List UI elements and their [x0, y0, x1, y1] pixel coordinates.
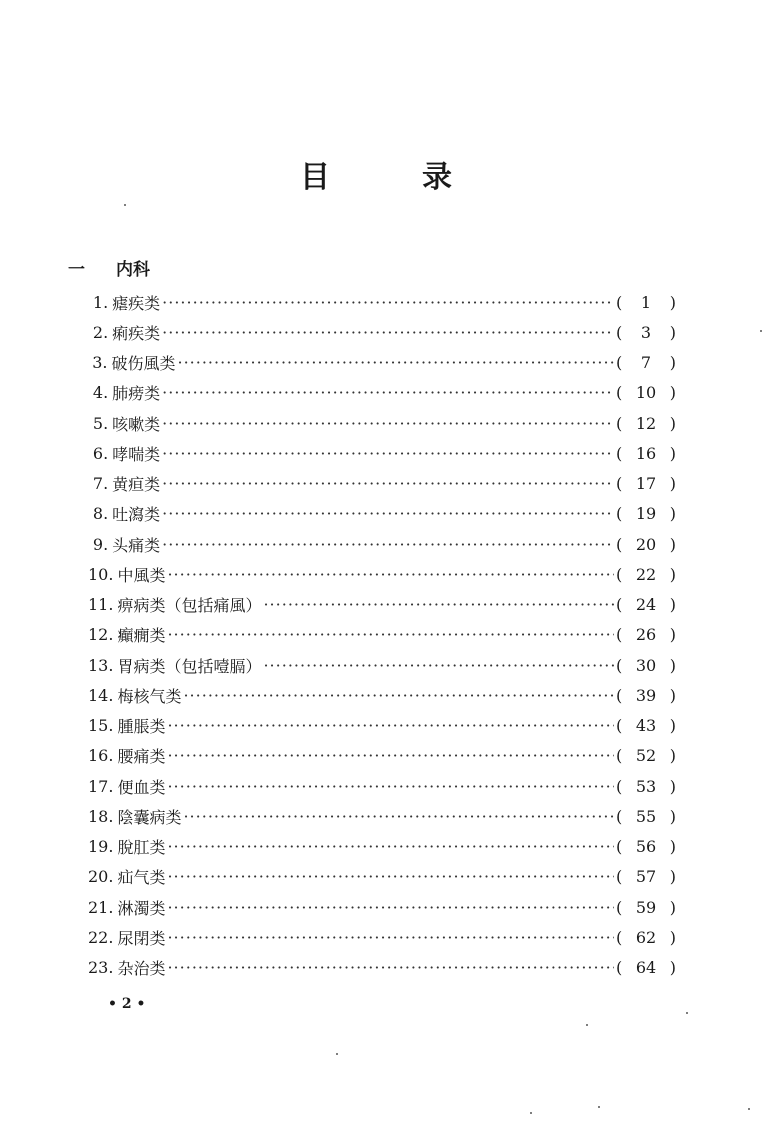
toc-entry — [88, 801, 676, 831]
entry-label: 痹病类（包括痛風） — [117, 596, 262, 616]
paren-close: ) — [669, 504, 676, 524]
paren-close: ) — [669, 897, 676, 917]
entry-page — [616, 837, 676, 856]
scan-speck — [686, 1012, 688, 1014]
paren-open: ( — [616, 595, 623, 615]
scan-speck — [586, 1024, 588, 1026]
entry-label: 淋濁类 — [117, 898, 166, 918]
paren-close: ) — [669, 564, 676, 584]
entry-page-number: 39 — [635, 685, 657, 705]
toc-entry — [88, 892, 676, 922]
paren-close: ) — [669, 443, 676, 463]
paren-close: ) — [669, 595, 676, 615]
paren-open: ( — [616, 383, 623, 403]
entry-page — [616, 323, 676, 342]
entry-label: 腰痛类 — [117, 747, 166, 767]
entry-label: 瘧疾类 — [112, 293, 161, 313]
entry-number: 14. — [88, 685, 114, 705]
paren-open: ( — [616, 443, 623, 463]
entry-label: 黄疸类 — [112, 475, 161, 495]
paren-open: ( — [616, 806, 623, 826]
page-number: • 2 • — [108, 996, 146, 1012]
dot-leader — [167, 777, 614, 796]
paren-close: ) — [669, 867, 676, 887]
paren-open: ( — [616, 746, 623, 766]
toc-entry — [88, 499, 676, 529]
toc-entry — [88, 348, 676, 378]
entry-number: 1. — [92, 292, 109, 312]
dot-leader — [167, 958, 614, 977]
toc-entry — [88, 590, 676, 620]
entry-page — [616, 716, 676, 735]
entry-page-number: 53 — [635, 776, 657, 796]
paren-close: ) — [669, 625, 676, 645]
entry-page-number: 17 — [635, 474, 657, 494]
entry-page — [616, 807, 676, 826]
dot-leader — [183, 686, 614, 705]
entry-page — [616, 777, 676, 796]
entry-number: 8. — [92, 504, 109, 524]
entry-page-number: 64 — [635, 958, 657, 978]
paren-close: ) — [669, 413, 676, 433]
toc-entry — [88, 953, 676, 983]
entry-page-number: 52 — [635, 746, 657, 766]
paren-close: ) — [669, 655, 676, 675]
paren-close: ) — [669, 685, 676, 705]
dot-leader — [162, 444, 614, 463]
paren-open: ( — [616, 927, 623, 947]
entry-label: 便血类 — [117, 777, 166, 797]
entry-number: 17. — [88, 776, 114, 796]
entry-number: 3. — [92, 353, 108, 373]
paren-close: ) — [669, 927, 676, 947]
paren-close: ) — [669, 716, 676, 736]
entry-number: 12. — [88, 625, 114, 645]
entry-label: 中風类 — [117, 565, 166, 585]
dot-leader — [162, 414, 614, 433]
entry-number: 7. — [92, 474, 109, 494]
entry-page — [616, 867, 676, 886]
toc-entry — [88, 469, 676, 499]
entry-page-number: 30 — [635, 655, 657, 675]
entry-number: 16. — [88, 746, 114, 766]
entry-number: 13. — [88, 655, 114, 675]
paren-open: ( — [616, 958, 623, 978]
entry-label: 梅核气类 — [117, 686, 182, 706]
entry-label: 陰囊病类 — [117, 807, 182, 827]
paren-open: ( — [616, 292, 623, 312]
toc-entry — [88, 832, 676, 862]
toc-entry — [88, 650, 676, 680]
paren-close: ) — [669, 746, 676, 766]
toc-entry — [88, 741, 676, 771]
paren-open: ( — [616, 413, 623, 433]
dot-leader — [167, 928, 614, 947]
entry-label: 杂治类 — [117, 959, 166, 979]
entry-page — [616, 746, 676, 765]
dot-leader — [178, 353, 615, 372]
entry-page — [616, 504, 676, 523]
table-of-contents — [88, 287, 676, 983]
dot-leader — [162, 474, 614, 493]
entry-label: 脫肛类 — [117, 838, 166, 858]
entry-page-number: 19 — [635, 504, 657, 524]
paren-open: ( — [616, 776, 623, 796]
dot-leader — [167, 625, 614, 644]
paren-open: ( — [616, 474, 623, 494]
entry-page-number: 22 — [635, 564, 657, 584]
paren-close: ) — [669, 534, 676, 554]
paren-open: ( — [616, 322, 623, 342]
entry-page — [616, 595, 676, 614]
paren-open: ( — [616, 867, 623, 887]
toc-entry — [88, 317, 676, 347]
entry-label: 腫脹类 — [117, 717, 166, 737]
toc-entry — [88, 862, 676, 892]
section-heading — [68, 258, 150, 282]
entry-page-number: 7 — [640, 353, 652, 373]
scan-speck — [530, 1112, 532, 1114]
entry-page-number: 43 — [635, 716, 657, 736]
title-char-2: 录 — [422, 160, 452, 195]
scan-speck — [336, 1053, 338, 1055]
paren-open: ( — [616, 897, 623, 917]
entry-page — [616, 656, 676, 675]
entry-label: 尿閉类 — [117, 928, 166, 948]
entry-page-number: 55 — [635, 806, 657, 826]
scan-speck — [748, 1108, 750, 1110]
toc-entry — [88, 408, 676, 438]
dot-leader — [167, 565, 614, 584]
scan-speck — [760, 330, 762, 332]
toc-entry — [88, 680, 676, 710]
entry-page — [616, 898, 676, 917]
paren-close: ) — [669, 292, 676, 312]
title-char-1: 目 — [300, 160, 330, 195]
page-title — [0, 158, 778, 198]
dot-leader — [167, 837, 614, 856]
dot-leader — [167, 867, 614, 886]
dot-leader — [263, 595, 614, 614]
toc-entry — [88, 771, 676, 801]
paren-close: ) — [669, 474, 676, 494]
section-marker: 一 — [68, 260, 85, 280]
entry-page — [616, 444, 676, 463]
paren-open: ( — [616, 655, 623, 675]
entry-page — [616, 565, 676, 584]
entry-page — [616, 293, 676, 312]
entry-number: 23. — [88, 958, 114, 978]
toc-entry — [88, 287, 676, 317]
paren-open: ( — [616, 625, 623, 645]
entry-page-number: 10 — [635, 383, 657, 403]
toc-entry — [88, 378, 676, 408]
dot-leader — [162, 504, 614, 523]
entry-number: 4. — [92, 383, 109, 403]
paren-open: ( — [616, 504, 623, 524]
entry-number: 9. — [92, 534, 109, 554]
entry-page-number: 3 — [640, 322, 652, 342]
toc-entry — [88, 922, 676, 952]
paren-open: ( — [616, 685, 623, 705]
entry-number: 19. — [88, 837, 114, 857]
entry-page-number: 62 — [635, 927, 657, 947]
entry-page-number: 20 — [635, 534, 657, 554]
dot-leader — [167, 746, 614, 765]
paren-open: ( — [616, 353, 623, 373]
entry-label: 吐瀉类 — [112, 505, 161, 525]
entry-label: 头痛类 — [112, 535, 161, 555]
dot-leader — [183, 807, 614, 826]
entry-number: 15. — [88, 716, 114, 736]
entry-page-number: 56 — [635, 837, 657, 857]
entry-page-number: 26 — [635, 625, 657, 645]
dot-leader — [162, 383, 614, 402]
paren-close: ) — [669, 322, 676, 342]
paren-open: ( — [616, 564, 623, 584]
section-label: 内科 — [116, 260, 150, 280]
entry-page — [616, 353, 676, 372]
entry-number: 22. — [88, 927, 114, 947]
entry-label: 痢疾类 — [112, 323, 161, 343]
entry-number: 2. — [92, 322, 109, 342]
entry-number: 21. — [88, 897, 114, 917]
paren-open: ( — [616, 837, 623, 857]
entry-page-number: 59 — [635, 897, 657, 917]
entry-page — [616, 625, 676, 644]
entry-page — [616, 474, 676, 493]
entry-number: 6. — [92, 443, 109, 463]
entry-label: 癲癇类 — [117, 626, 166, 646]
entry-label: 哮喘类 — [112, 444, 161, 464]
toc-entry — [88, 559, 676, 589]
paren-close: ) — [669, 958, 676, 978]
paren-open: ( — [616, 716, 623, 736]
entry-label: 疝气类 — [117, 868, 166, 888]
entry-page — [616, 686, 676, 705]
dot-leader — [167, 716, 614, 735]
scan-speck — [124, 204, 126, 206]
entry-page-number: 1 — [640, 292, 652, 312]
toc-entry — [88, 529, 676, 559]
paren-close: ) — [669, 837, 676, 857]
paren-close: ) — [669, 353, 676, 373]
toc-entry — [88, 711, 676, 741]
entry-page-number: 12 — [635, 413, 657, 433]
dot-leader — [162, 535, 614, 554]
paren-close: ) — [669, 806, 676, 826]
entry-number: 11. — [88, 595, 114, 615]
entry-page — [616, 414, 676, 433]
entry-label: 破伤風类 — [111, 354, 176, 374]
entry-page-number: 24 — [635, 595, 657, 615]
entry-number: 10. — [88, 564, 114, 584]
paren-open: ( — [616, 534, 623, 554]
dot-leader — [162, 293, 614, 312]
entry-page — [616, 383, 676, 402]
paren-close: ) — [669, 776, 676, 796]
entry-label: 咳嗽类 — [112, 414, 161, 434]
entry-page-number: 16 — [635, 443, 657, 463]
scan-speck — [598, 1106, 600, 1108]
entry-number: 20. — [88, 867, 114, 887]
toc-entry — [88, 438, 676, 468]
dot-leader — [263, 656, 614, 675]
paren-close: ) — [669, 383, 676, 403]
dot-leader — [162, 323, 614, 342]
toc-entry — [88, 620, 676, 650]
entry-label: 胃病类（包括噎膈） — [117, 656, 262, 676]
entry-number: 5. — [92, 413, 109, 433]
entry-page — [616, 928, 676, 947]
entry-page — [616, 958, 676, 977]
entry-number: 18. — [88, 806, 114, 826]
entry-label: 肺痨类 — [112, 384, 161, 404]
entry-page — [616, 535, 676, 554]
entry-page-number: 57 — [635, 867, 657, 887]
dot-leader — [167, 898, 614, 917]
